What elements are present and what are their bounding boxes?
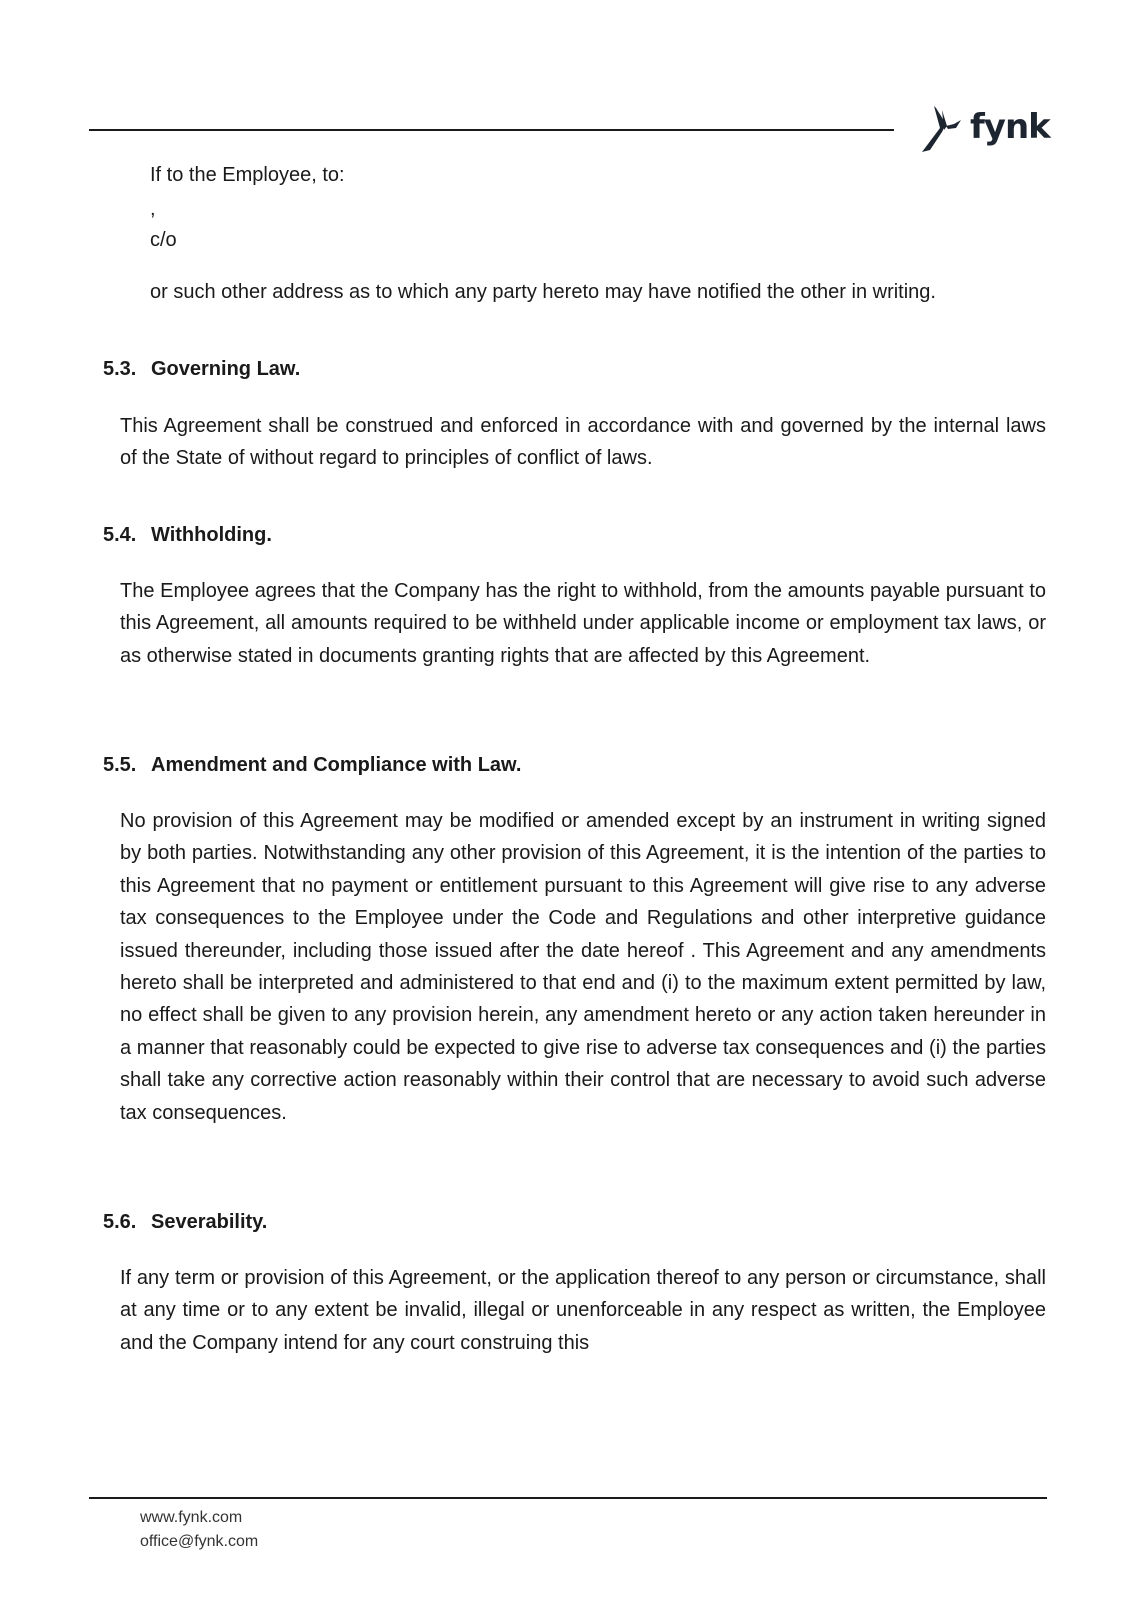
notice-comma: , [150,198,156,220]
footer-divider [89,1497,1047,1499]
section-heading [103,1206,267,1238]
section-body: If any term or provision of this Agreement, or the application thereof to any person or circumstance, shall at any time or to any extent be invalid, illegal or unenforceable in any respect as written, the Employee and the Company intend for any court construing this [120,1267,1046,1354]
section-body: No provision of this Agreement may be modified or amended except by an instrument in writing signed by both parties. Notwithstanding any other provision of this Agreement, it is the intention of the parties to this Agreement that no payment or entitlement pursuant to this Agreement will give rise to any adverse tax consequences to the Employee under the Code and Regulations and other interpretive guidance issued thereunder, including those issued after the date hereof . This Agreement and any amendments hereto shall be interpreted and administered to that end and (i) to the maximum extent permitted by law, no effect shall be given to any provision herein, any amendment hereto or any action taken hereunder in a manner that reasonably could be expected to give rise to adverse tax consequences and (i) the parties shall take any corrective action reasonably within their control that are necessary to avoid such adverse tax consequences. [120,810,1046,1124]
section-number: 5.5. [103,754,137,776]
section-title: Severability. [151,1211,268,1233]
section-title: Amendment and Compliance with Law. [151,754,522,776]
section-number: 5.3. [103,358,137,380]
notice-closing: or such other address as to which any party hereto may have notified the other in writing. [150,281,936,303]
header-divider [89,129,894,131]
section-body: The Employee agrees that the Company has the right to withhold, from the amounts payable pursuant to this Agreement, all amounts required to be withheld under applicable income or employment tax laws, or as otherwise stated in documents granting rights that are affected by this Agreement. [120,580,1046,667]
footer-email: office@fynk.com [140,1533,259,1550]
footer-website: www.fynk.com [140,1509,243,1526]
section-heading [103,353,300,385]
logo-wordmark: fynk [970,107,1050,147]
section-title: Governing Law. [151,358,301,380]
notice-intro: If to the Employee, to: [150,164,345,186]
section-number: 5.6. [103,1211,137,1233]
section-title: Withholding. [151,524,272,546]
fynk-logo [920,104,1050,154]
section-heading [103,519,272,551]
section-heading [103,749,521,781]
fynk-bird-logo-icon [920,104,964,154]
notice-care-of: c/o [150,229,177,251]
section-body: This Agreement shall be construed and enforced in accordance with and governed by the internal laws of the State of without regard to principles of conflict of laws. [120,415,1046,470]
section-number: 5.4. [103,524,137,546]
